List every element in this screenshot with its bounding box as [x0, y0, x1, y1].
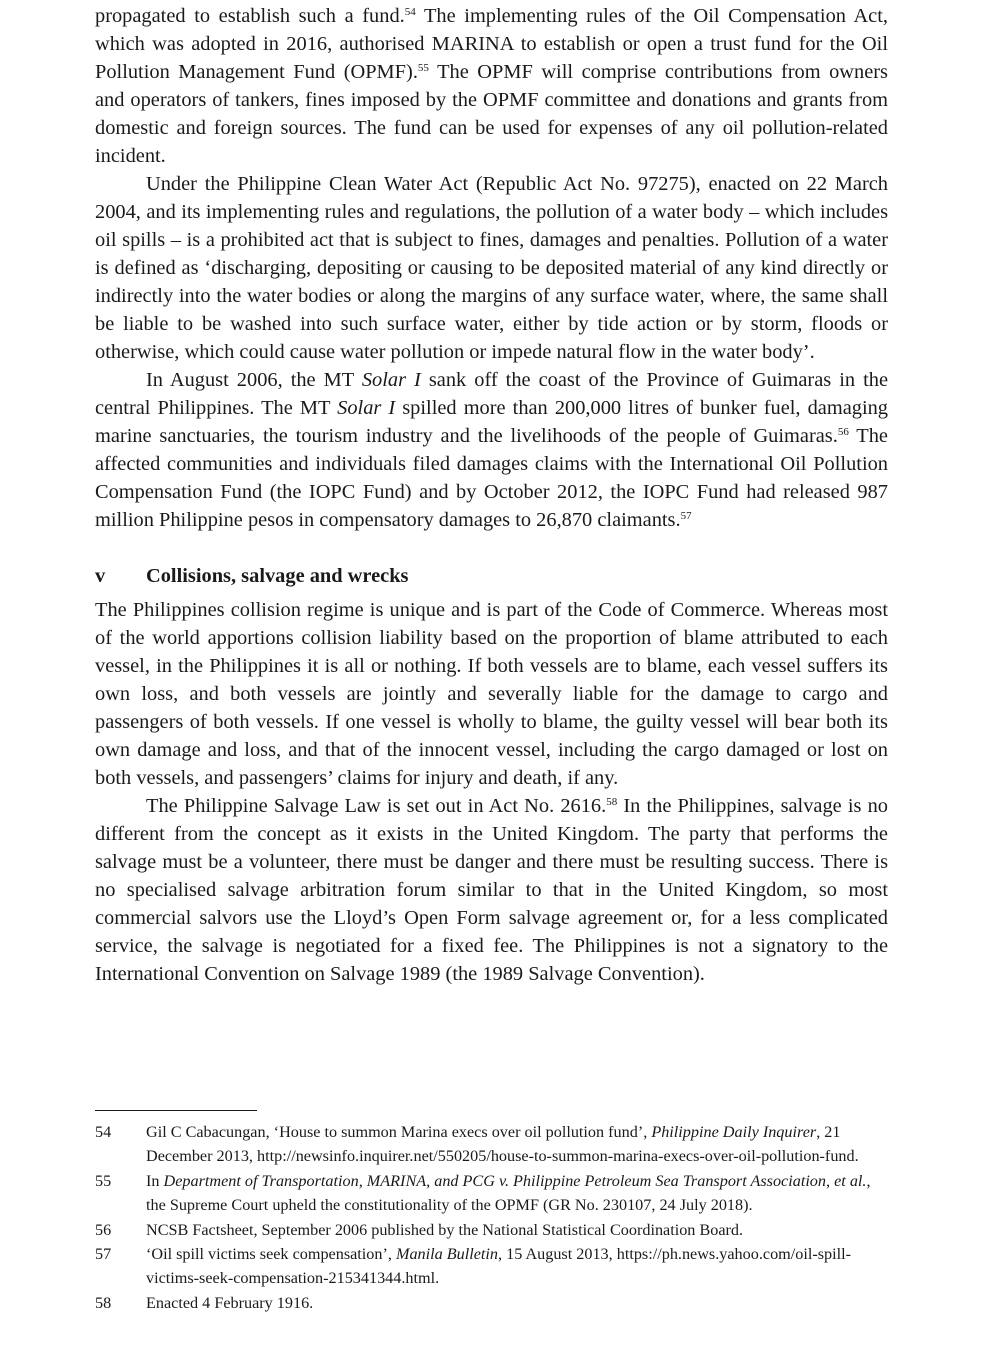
- footnote-number: 56: [95, 1220, 112, 1239]
- section-heading: [95, 562, 888, 590]
- body-text: [95, 2, 888, 534]
- footnote: [95, 1218, 888, 1242]
- footnote-reference: 56: [837, 426, 849, 438]
- section-title: Collisions, salvage and wrecks: [146, 565, 409, 587]
- paragraph: propagated to establish such a fund.$^{54}$ The implementing rules of the Oil Compensation Act, which was adopted in 2016, authorised MARINA to establish or open a trust fund for the Oil Pollution Management Fund (OPMF).$^{55}$ The OPMF will comprise contributions from owners and operators of tankers, fines imposed by the OPMF committee and donations and grants from domestic and foreign sources. The fund can be used for expenses of any oil pollution-related incident.: [95, 5, 888, 167]
- footnote-text: NCSB Factsheet, September 2006 published by the National Statistical Coordination Board.: [146, 1220, 744, 1239]
- paragraph: Under the Philippine Clean Water Act (Republic Act No. 97275), enacted on 22 March 2004, and its implementing rules and regulations, the pollution of a water body – which includes oil spills – is a prohibited act that is subject to fines, damages and penalties. Pollution of a water is defined as ‘discharging, depositing or causing to be deposited material of any kind directly or indirectly into the water bodies or along the margins of any surface water, where, the same shall be liable to be washed into such surface water, either by tide action or by storm, floods or otherwise, which could cause water pollution or impede natural flow in the water body’.: [95, 173, 888, 363]
- footnote-number: 54: [95, 1123, 112, 1141]
- footnote-number: 55: [95, 1171, 112, 1190]
- italic-text: Department of Transportation, MARINA, and PCG v. Philippine Petroleum Sea Transport Association, et al.: [163, 1171, 867, 1190]
- footnote: [95, 1242, 888, 1291]
- body-text: [95, 596, 888, 988]
- footnote-number: 58: [95, 1293, 112, 1312]
- page-content: [95, 0, 888, 988]
- paragraph: In August 2006, the MT Solar I sank off the coast of the Province of Guimaras in the central Philippines. The MT Solar I spilled more than 200,000 litres of bunker fuel, damaging marine sanctuaries, the tourism industry and the livelihoods of the people of Guimaras.$^{56}$ The affected communities and individuals filed damages claims with the International Oil Pollution Compensation Fund (the IOPC Fund) and by October 2012, the IOPC Fund had released 987 million Philippine pesos in compensatory damages to 26,870 claimants.$^{57}$: [95, 369, 889, 531]
- footnote-text: In Department of Transportation, MARINA, and PCG v. Philippine Petroleum Sea Transport Association, et al., the Supreme Court upheld the constitutionality of the OPMF (GR No. 230107, 24 July 2018).: [146, 1171, 871, 1215]
- footnote-reference: 57: [680, 510, 692, 522]
- footnote-reference: 58: [606, 796, 618, 808]
- footnote-divider: [95, 1110, 257, 1111]
- footnote: [95, 1291, 888, 1315]
- footnote: [95, 1120, 888, 1169]
- section-number: v: [95, 565, 106, 587]
- footnote: [95, 1169, 888, 1218]
- italic-text: Philippine Daily Inquirer: [651, 1123, 817, 1141]
- footnote-reference: 54: [404, 6, 416, 18]
- footnotes: [95, 1120, 888, 1315]
- footnote-text: Gil C Cabacungan, ‘House to summon Marina execs over oil pollution fund’, Philippine Daily Inquirer, 21 December 2013, http://newsinfo.inquirer.net/550205/house-to-summon-marina-execs-over-oil-pollution-fund.: [146, 1123, 859, 1166]
- italic-text: Manila Bulletin: [395, 1245, 499, 1264]
- footnote-text: ‘Oil spill victims seek compensation’, Manila Bulletin, 15 August 2013, https://ph.news.yahoo.com/oil-spill-victims-seek-compensation-215341344.html.: [146, 1245, 852, 1288]
- italic-text: Solar I: [337, 397, 396, 419]
- paragraph: The Philippines collision regime is unique and is part of the Code of Commerce. Whereas most of the world apportions collision liability based on the proportion of blame attributed to each vessel, in the Philippines it is all or nothing. If both vessels are to blame, each vessel suffers its own loss, and both vessels are jointly and severally liable for the damage to cargo and passengers of both vessels. If one vessel is wholly to blame, the guilty vessel will bear both its own damage and loss, and that of the innocent vessel, including the cargo damaged or lost on both vessels, and passengers’ claims for injury and death, if any.: [95, 599, 888, 789]
- footnote-text: Enacted 4 February 1916.: [146, 1293, 314, 1312]
- footnote-number: 57: [95, 1245, 112, 1264]
- footnote-reference: 55: [417, 62, 429, 74]
- paragraph: The Philippine Salvage Law is set out in Act No. 2616.58 In the Philippines, salvage is no different from the concept as it exists in the United Kingdom. The party that performs the salvage must be a volunteer, there must be danger and there must be resulting success. There is no specialised salvage arbitration forum similar to that in the United Kingdom, so most commercial salvors use the Lloyd’s Open Form salvage agreement or, for a less complicated service, the salvage is negotiated for a fixed fee. The Philippines is not a signatory to the International Convention on Salvage 1989 (the 1989 Salvage Convention).: [95, 795, 889, 985]
- italic-text: Solar I: [361, 369, 421, 391]
